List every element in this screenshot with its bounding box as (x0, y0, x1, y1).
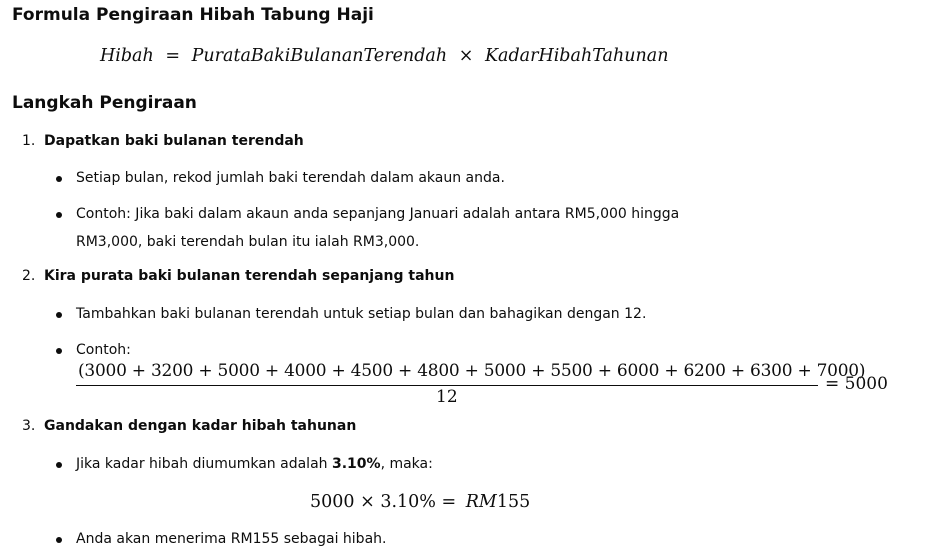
bullet-text: Tambahkan baki bulanan terendah untuk setiap bulan dan bahagikan dengan 12. (76, 306, 647, 322)
bullet-text (76, 454, 433, 474)
step-number: 2. (22, 268, 36, 284)
bullet-icon (56, 312, 62, 318)
bullet-text-suffix: , maka: (380, 456, 433, 472)
bullet-text: Anda akan menerima RM155 sebagai hibah. (76, 531, 387, 547)
calc-value: 155 (496, 492, 531, 512)
formula-term1: PurataBakiBulananTerendah (191, 46, 448, 66)
step-title: Kira purata baki bulanan terendah sepanjang tahun (44, 268, 455, 284)
bullet-text: Contoh: (76, 342, 131, 358)
formula-lhs: Hibah (100, 46, 154, 66)
step-title: Dapatkan baki bulanan terendah (44, 133, 304, 149)
fraction-numerator: (3000 + 3200 + 5000 + 4000 + 4500 + 4800 + 5000 + 5500 + 6000 + 6200 + 6300 + 7000) (78, 361, 866, 381)
bullet-text: Setiap bulan, rekod jumlah baki terendah dalam akaun anda. (76, 170, 505, 186)
bullet-icon (56, 212, 62, 218)
bullet-icon (56, 348, 62, 354)
bullet-icon (56, 462, 62, 468)
page-title: Formula Pengiraan Hibah Tabung Haji (12, 5, 374, 25)
step-title: Gandakan dengan kadar hibah tahunan (44, 418, 357, 434)
fraction-denominator: 12 (436, 387, 458, 407)
bullet-text-continued: RM3,000, baki terendah bulan itu ialah RM3,000. (76, 234, 420, 250)
step-number: 3. (22, 418, 36, 434)
formula-times: × (458, 46, 474, 66)
bullet-icon (56, 176, 62, 182)
calc-currency: RM (465, 492, 497, 512)
calc-formula (310, 492, 530, 512)
section-heading: Langkah Pengiraan (12, 93, 197, 113)
rate-value: 3.10% (331, 456, 381, 472)
fraction-bar (76, 385, 818, 386)
step-number: 1. (22, 133, 36, 149)
bullet-icon (56, 537, 62, 543)
formula-equals: = (165, 46, 181, 66)
calc-lhs: 5000 × 3.10% = (310, 492, 457, 512)
main-formula (100, 46, 668, 66)
formula-term2: KadarHibahTahunan (484, 46, 669, 66)
bullet-text-prefix: Jika kadar hibah diumumkan adalah (76, 456, 332, 472)
bullet-text: Contoh: Jika baki dalam akaun anda sepanjang Januari adalah antara RM5,000 hingga (76, 206, 680, 222)
fraction-result: = 5000 (825, 374, 888, 394)
